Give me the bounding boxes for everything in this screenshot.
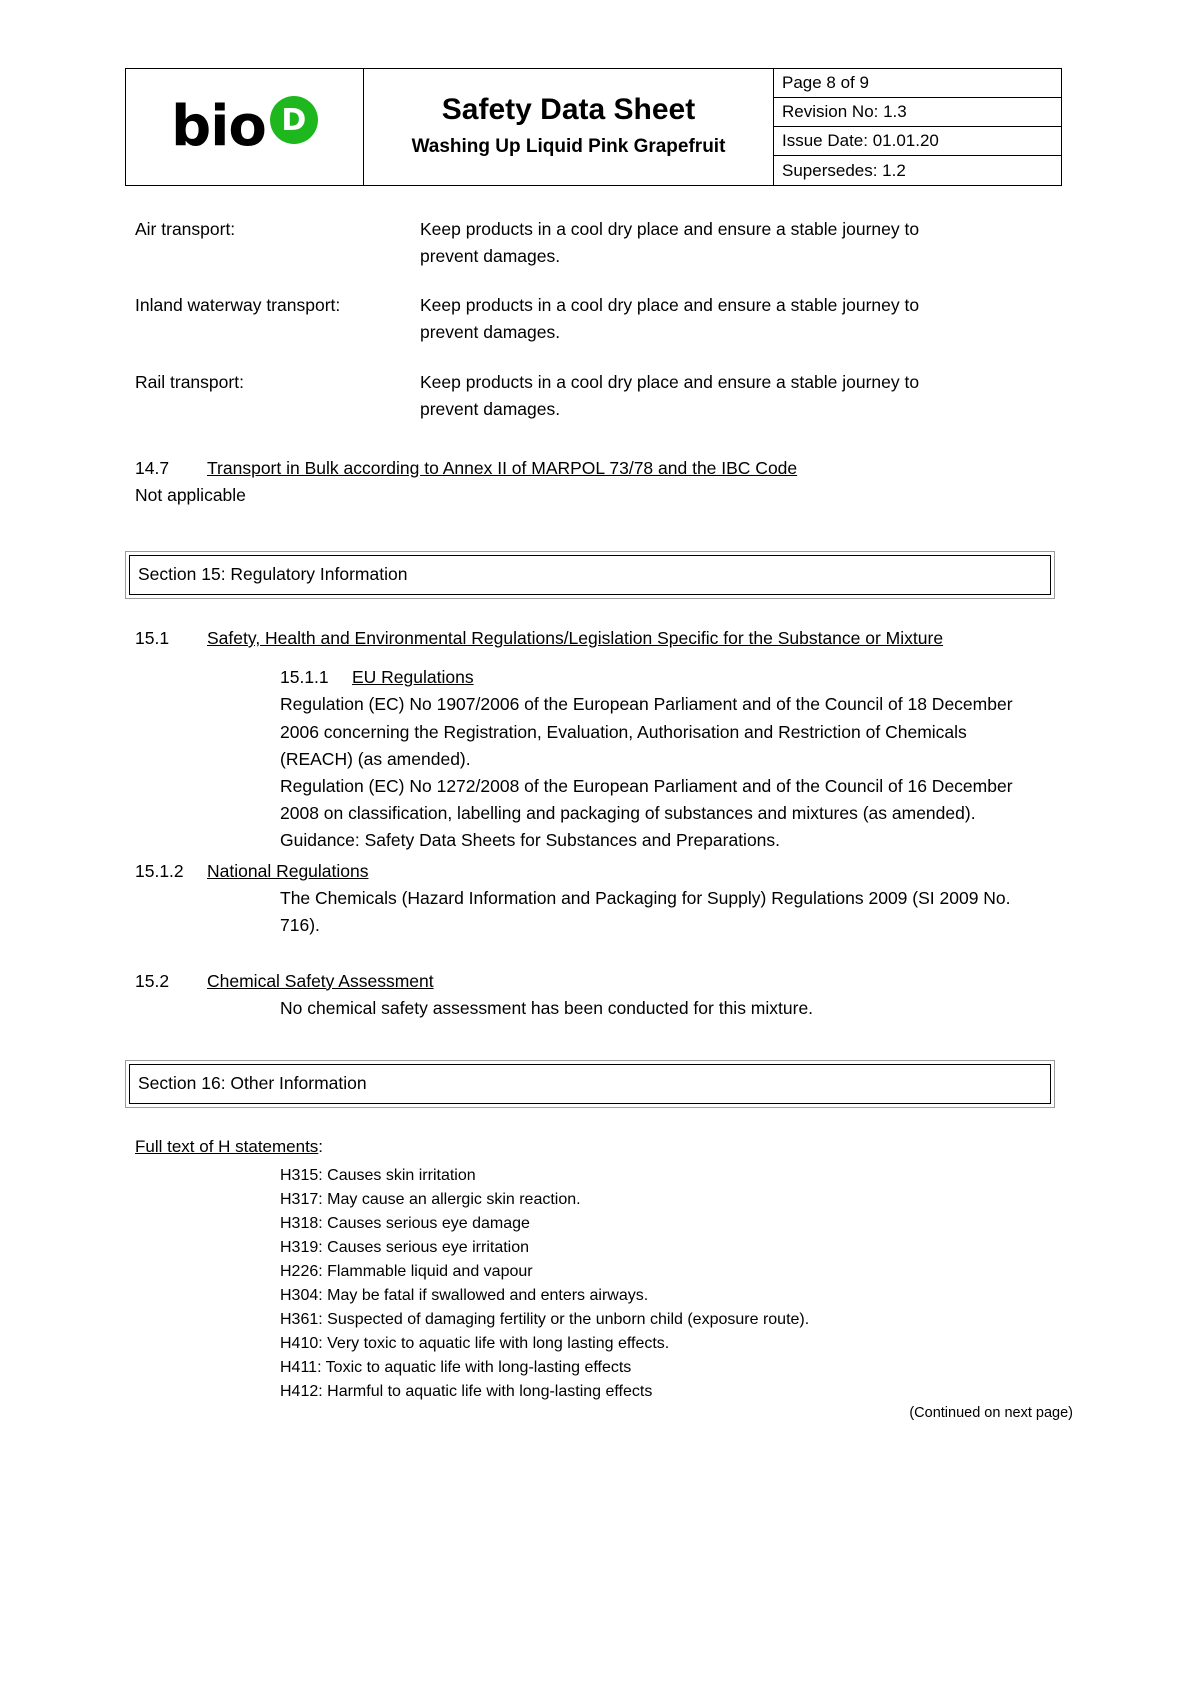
transport-label: Air transport:: [135, 219, 236, 239]
h-statement: H304: May be fatal if swallowed and enters airways.: [280, 1287, 649, 1305]
clause-number: 14.7: [135, 457, 170, 478]
clause-15-2: [135, 968, 1073, 995]
clause-15-1-2: [135, 858, 1073, 885]
clause-title: Chemical Safety Assessment: [207, 970, 434, 991]
full-text-colon: :: [318, 1136, 324, 1156]
transport-value: Keep products in a cool dry place and ensure a stable journey to prevent damages.: [420, 295, 920, 343]
h-statement: H315: Causes skin irritation: [280, 1167, 476, 1185]
h-statement: H317: May cause an allergic skin reaction.: [280, 1191, 581, 1209]
clause-15-1-1: [280, 664, 1073, 691]
brand-logo: [126, 69, 364, 185]
clause-number: 15.1: [135, 628, 170, 649]
transport-label: Inland waterway transport:: [135, 295, 341, 316]
h-statement: H226: Flammable liquid and vapour: [280, 1263, 533, 1281]
clause-title: EU Regulations: [352, 667, 474, 688]
h-statement: H412: Harmful to aquatic life with long-lasting effects: [280, 1383, 653, 1401]
document-meta: [774, 69, 1061, 185]
logo-badge-icon: D: [270, 96, 318, 144]
section-15-bar: [125, 551, 1055, 599]
clause-15-1: [135, 625, 1073, 652]
clause-title: Transport in Bulk according to Annex II of MARPOL 73/78 and the IBC Code: [207, 457, 798, 478]
transport-value: Keep products in a cool dry place and ensure a stable journey to prevent damages.: [420, 219, 920, 267]
continued-footer: (Continued on next page): [909, 1405, 1073, 1421]
meta-supersedes: Supersedes: 1.2: [782, 160, 906, 180]
clause-number: 15.1.2: [135, 861, 184, 882]
page-title: Safety Data Sheet: [441, 93, 696, 127]
eu-regulations-para-3: Guidance: Safety Data Sheets for Substances and Preparations.: [280, 830, 781, 850]
logo-wordmark: bio: [171, 94, 266, 159]
section-15-title: Section 15: Regulatory Information: [129, 555, 1051, 595]
h-statement-list: [280, 1164, 1073, 1404]
document-title-cell: [364, 69, 774, 185]
meta-revision: Revision No: 1.3: [774, 98, 1061, 127]
clause-number: 15.1.1: [280, 667, 329, 688]
transport-row-air: [135, 216, 1073, 270]
transport-row-inland-waterway: [135, 292, 1073, 346]
clause-14-7-body: Not applicable: [135, 484, 246, 505]
transport-value: Keep products in a cool dry place and ensure a stable journey to prevent damages.: [420, 371, 920, 419]
clause-number: 15.2: [135, 970, 170, 991]
chemical-safety-assessment-para: No chemical safety assessment has been conducted for this mixture.: [280, 997, 814, 1018]
meta-issue-date: Issue Date: 01.01.20: [774, 127, 1061, 156]
section-16-title: Section 16: Other Information: [129, 1064, 1051, 1104]
product-name: Washing Up Liquid Pink Grapefruit: [411, 136, 726, 158]
transport-row-rail: [135, 369, 1073, 423]
clause-title: Safety, Health and Environmental Regulations/Legislation Specific for the Substance or Mixture: [207, 628, 944, 649]
section-16-bar: [125, 1060, 1055, 1108]
transport-label: Rail transport:: [135, 371, 244, 392]
full-text-h-statements-heading: [135, 1134, 1073, 1160]
document-body: [135, 216, 1073, 1404]
h-statement: H410: Very toxic to aquatic life with long lasting effects.: [280, 1335, 670, 1353]
h-statement: H411: Toxic to aquatic life with long-lasting effects: [280, 1359, 632, 1377]
h-statement: H361: Suspected of damaging fertility or the unborn child (exposure route).: [280, 1311, 810, 1329]
h-statement: H318: Causes serious eye damage: [280, 1215, 530, 1233]
clause-14-7: [135, 455, 1073, 482]
document-header: [125, 68, 1062, 186]
eu-regulations-para-2: Regulation (EC) No 1272/2008 of the European Parliament and of the Council of 16 December 2008 on classification, labelling and packaging of substances and mixtures (as amended).: [280, 775, 1013, 823]
meta-page-number: Page 8 of 9: [774, 69, 1061, 98]
national-regulations-para: The Chemicals (Hazard Information and Packaging for Supply) Regulations 2009 (SI 2009 No. 716).: [280, 888, 1011, 936]
full-text-label: Full text of H statements: [135, 1136, 319, 1156]
h-statement: H319: Causes serious eye irritation: [280, 1239, 530, 1257]
clause-title: National Regulations: [207, 861, 369, 882]
eu-regulations-para-1: Regulation (EC) No 1907/2006 of the European Parliament and of the Council of 18 December 2006 concerning the Registration, Evaluation, Authorisation and Restriction of Chemicals (REACH) (as amended).: [280, 694, 1013, 769]
